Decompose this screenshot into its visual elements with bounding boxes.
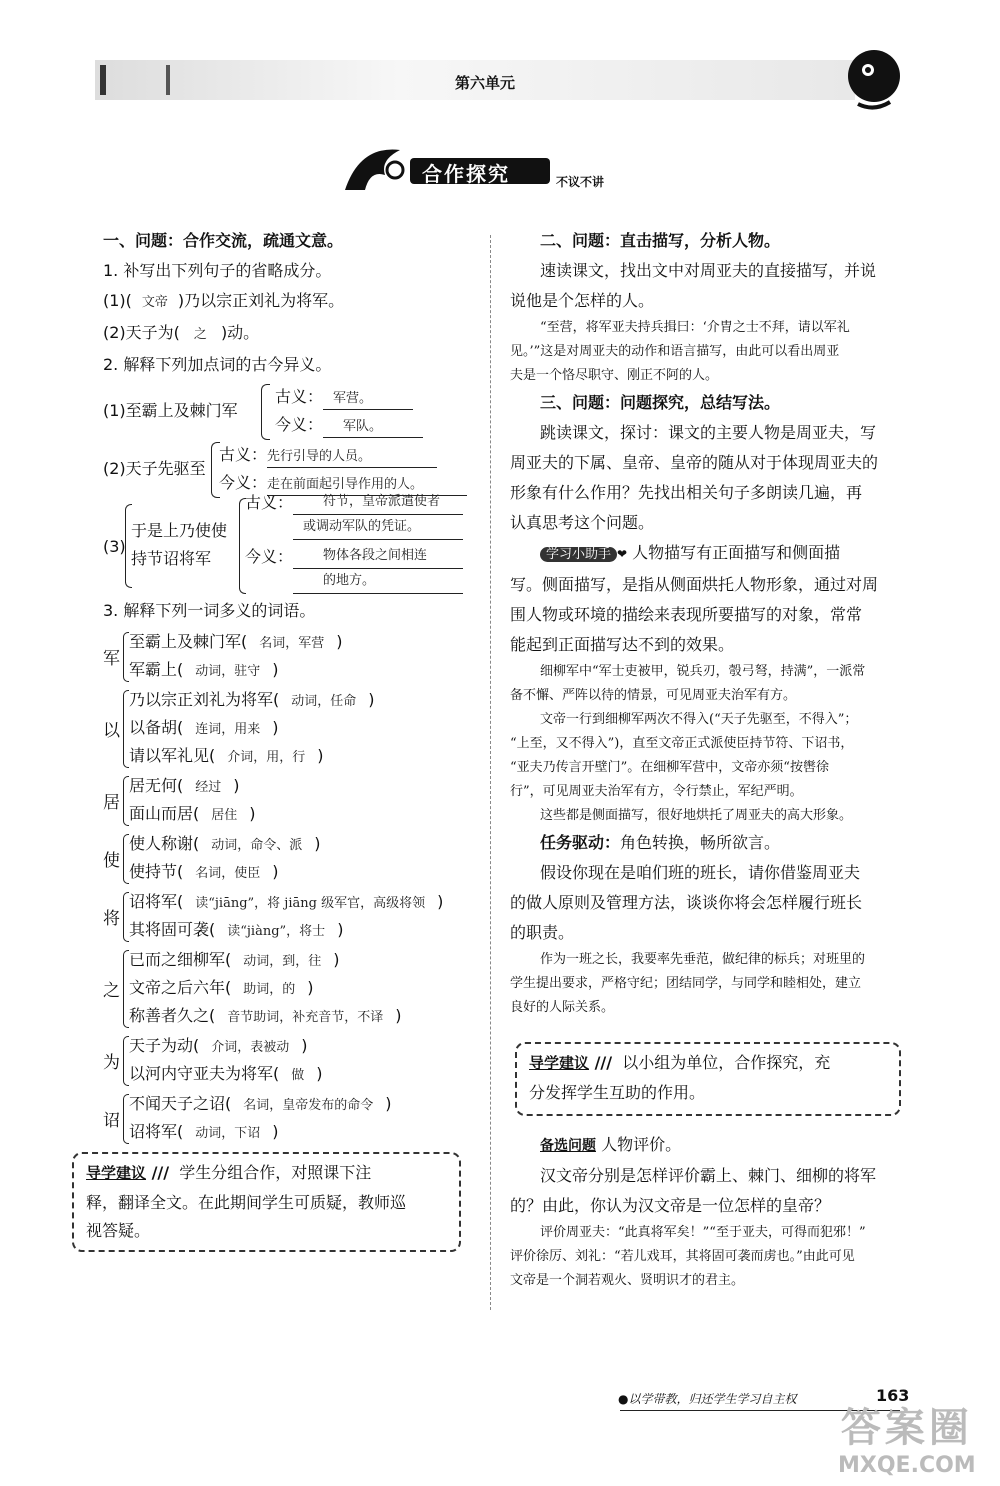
- alt-label: 备选问题: [540, 1138, 596, 1154]
- polysemy-item: 使人称谢( 动词，命令、派 ): [129, 834, 321, 853]
- left-tip-box: 导学建议 /// 学生分组合作，对照课下注 释，翻译全文。在此期间学生可质疑，教师巡 视答疑。: [72, 1152, 461, 1252]
- glossary-2: (2)天子先驱至 古义：先行引导的人员。 今义：走在前面起引导作用的人。: [103, 440, 483, 500]
- polysemy-group: [103, 946, 483, 1030]
- polysemy-item: 至霸上及棘门军( 名词，军营 ): [129, 632, 343, 651]
- question-1: 一、问题：合作交流，疏通文意。: [103, 231, 344, 250]
- polysemy-item: 不闻天子之诏( 名词，皇帝发布的命令 ): [129, 1094, 392, 1113]
- right-tip-box: 导学建议 /// 以小组为单位，合作探究，充 分发挥学生互助的作用。: [515, 1042, 901, 1116]
- polysemy-item: 请以军礼见( 介词，用，行 ): [129, 746, 324, 765]
- question-1-2: 2. 解释下列加点词的古今异义。: [103, 355, 332, 374]
- tip-label: 导学建议: [529, 1054, 590, 1072]
- left-column: [103, 226, 483, 380]
- polysemy-char: 使: [103, 851, 120, 871]
- polysemy-item: 使持节( 名词，使臣 ): [129, 862, 279, 881]
- polysemy-group: [103, 830, 483, 886]
- helper-label: 学习小助手: [540, 547, 617, 562]
- polysemy-char: 为: [103, 1053, 120, 1073]
- polysemy-item: 诏将军( 读“jiāng”，将 jiāng 级军官，高级将领 ): [129, 892, 444, 911]
- page-number: 163: [876, 1386, 910, 1405]
- polysemy-group: [103, 1090, 483, 1146]
- polysemy-char: 居: [103, 793, 120, 813]
- glossary-1: (1)至霸上及棘门军 古义： 军营。 今义： 军队。: [103, 382, 483, 442]
- flame-icon: [340, 140, 420, 196]
- polysemy-item: 居无何( 经过 ): [129, 776, 240, 795]
- question-2: 二、问题：直击描写，分析人物。: [540, 231, 781, 250]
- task-heading: 任务驱动：角色转换，畅所欲言。: [540, 833, 781, 852]
- alternate-question: 备选问题 人物评价。 汉文帝分别是怎样评价霸上、棘门、细柳的将军 的？由此，你认为汉文帝是一位怎样的皇帝？ 评价周亚夫：“此真将军矣！”“至于亚夫，可得而犯邪！” 评价徐厉、刘礼：“若儿戏耳，其将固可袭而虏也。”由此可见 文帝是一个洞若观火、贤明识才的君主。: [510, 1135, 877, 1288]
- question-1-3: 3. 解释下列一词多义的词语。: [103, 601, 316, 620]
- unit-title: 第六单元: [455, 74, 516, 92]
- polysemy-char: 军: [103, 649, 120, 669]
- helper-note: 学习小助手 ❤ 人物描写有正面描写和侧面描: [510, 538, 910, 570]
- mascot-icon: [838, 42, 908, 112]
- sentence-2: (2)天子为( 之 )动。: [103, 323, 260, 342]
- header-ink-stroke: [100, 65, 170, 95]
- polysemy-char: 之: [103, 981, 120, 1001]
- polysemy-char: 以: [103, 721, 120, 741]
- sentence-1: (1)( 文帝 )乃以宗正刘礼为将军。: [103, 291, 345, 310]
- polysemy-item: 诏将军( 动词，下诏 ): [129, 1122, 279, 1141]
- banner-subtitle: 不议不讲: [556, 175, 605, 189]
- question-1-1: 1. 补写出下列句子的省略成分。: [103, 261, 332, 280]
- polysemy-item: 文帝之后六年( 助词，的 ): [129, 978, 314, 997]
- polysemy-item: 天子为动( 介词，表被动 ): [129, 1036, 308, 1055]
- section-banner: [340, 140, 610, 196]
- polysemy-item: 已而之细柳军( 动词，到，往 ): [129, 950, 340, 969]
- polysemy-group: [103, 772, 483, 828]
- right-column: 二、问题：直击描写，分析人物。 速读课文，找出文中对周亚夫的直接描写，并说 说他是个怎样的人。 “至营，将军亚夫持兵揖曰：‘介胄之士不拜，请以军礼 见。’”这是对周亚夫的动作和语言描写，由此可以看出周亚 夫是一个恪尽职守、刚正不阿的人。 三、问题：问题探究，总结写法。 跳读课文，探讨：课文的主要人物是周亚夫，写 周亚夫的下属、皇帝、皇帝的随从对于体现周亚夫的 形象有什么作用？先找出相关句子多朗读几遍，再 认真思考这个问题。 学习小助手 ❤ 人物描写有正面描写和侧面描 写。侧面描写，是指从侧面烘托人物形象，通过对周 围人物或环境的描绘来表现所要描写的对象，常常 能起到正面描写达不到的效果。 细柳军中“军士吏被甲，锐兵刃，彀弓弩，持满”，一派常 备不懈、严阵以待的情景，可见周亚夫治军有方。 文帝一行到细柳军两次不得入(“天子先驱至，不得入”； “上至，又不得入”)，直至文帝正式派使臣持节符、下诏书， “亚夫乃传言开壁门”。在细柳军营中，文帝亦须“按辔徐 行”，可见周亚夫治军有方，令行禁止，军纪严明。 这些都是侧面描写，很好地烘托了周亚夫的高大形象。 任务驱动：角色转换，畅所欲言。 假设你现在是咱们班的班长，请你借鉴周亚夫 的做人原则及管理方法，谈谈你将会怎样履行班长 的职责。 作为一班之长，我要率先垂范，做纪律的标兵；对班里的 学生提出要求，严格守纪；团结同学，与同学和睦相处，建立 良好的人际关系。: [510, 226, 910, 1020]
- banner-title: 合作探究: [422, 162, 510, 186]
- polysemy-group: [103, 686, 483, 770]
- polysemy-item: 以河内守亚夫为将军( 做 ): [129, 1064, 323, 1083]
- glossary-3: (3) 于是上乃使使 持节诏将军 古义： 符节，皇帝派遣使者 或调动军队的凭证。 今义： 物体各段之间相连 的地方。: [103, 494, 483, 604]
- polysemy-item: 以备胡( 连词，用来 ): [129, 718, 279, 737]
- polysemy-item: 面山而居( 居住 ): [129, 804, 256, 823]
- footer-slogan: ●以学带教，归还学生学习自主权: [618, 1392, 797, 1406]
- column-divider: [490, 235, 491, 1310]
- polysemy-group: [103, 1032, 483, 1088]
- tip-label: 导学建议: [86, 1164, 147, 1182]
- question-3: 三、问题：问题探究，总结写法。: [540, 393, 781, 412]
- polysemy-item: 军霸上( 动词，驻守 ): [129, 660, 279, 679]
- polysemy-char: 将: [103, 909, 120, 929]
- polysemy-item: 乃以宗正刘礼为将军( 动词，任命 ): [129, 690, 375, 709]
- polysemy-item: 其将固可袭( 读“jiàng”，将士 ): [129, 920, 344, 939]
- watermark: 答案圈 MXQE.COM: [838, 1405, 976, 1478]
- polysemy-group: [103, 888, 483, 944]
- polysemy-item: 称善者久之( 音节助词，补充音节，不译 ): [129, 1006, 402, 1025]
- polysemy-char: 诏: [103, 1111, 120, 1131]
- polysemy-group: [103, 628, 483, 684]
